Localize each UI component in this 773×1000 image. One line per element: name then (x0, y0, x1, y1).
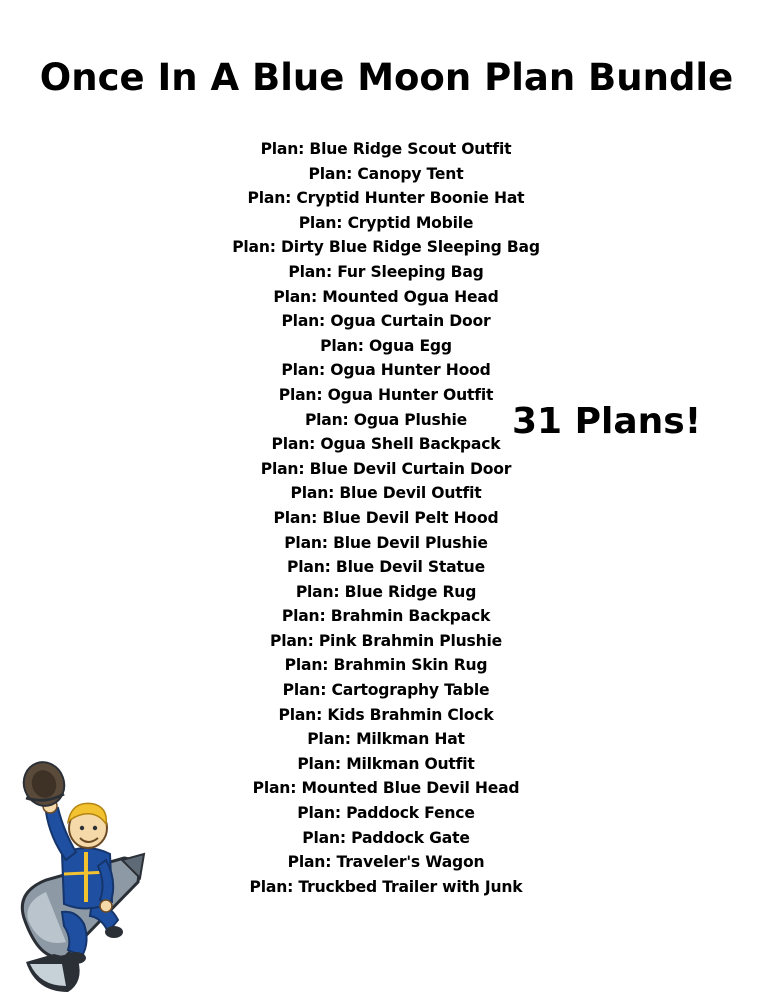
plan-list-item: Plan: Paddock Gate (302, 828, 470, 847)
plan-list-item: Plan: Brahmin Skin Rug (284, 656, 488, 675)
plan-list-item: Plan: Ogua Hunter Hood (281, 361, 491, 380)
plan-list-item: Plan: Paddock Fence (297, 804, 475, 823)
plan-list-item: Plan: Blue Devil Plushie (284, 533, 488, 552)
page-title: Once In A Blue Moon Plan Bundle (39, 56, 734, 99)
plan-list-item: Plan: Kids Brahmin Clock (278, 705, 494, 724)
head-shape (68, 803, 107, 848)
plan-list-item: Plan: Cryptid Hunter Boonie Hat (247, 189, 525, 208)
mascot-riding-bomb-illustration (6, 742, 152, 1000)
plan-list-item: Plan: Pink Brahmin Plushie (269, 631, 503, 650)
plan-list-item: Plan: Blue Devil Curtain Door (260, 459, 512, 478)
plan-list-item: Plan: Traveler's Wagon (287, 853, 485, 872)
plan-list-item: Plan: Blue Ridge Rug (295, 582, 477, 601)
plan-list-item: Plan: Cartography Table (282, 681, 490, 700)
plan-list-item: Plan: Dirty Blue Ridge Sleeping Bag (232, 238, 540, 257)
plan-list-item: Plan: Milkman Hat (307, 730, 465, 749)
plan-list-item: Plan: Fur Sleeping Bag (288, 262, 484, 281)
plan-list-item: Plan: Mounted Blue Devil Head (252, 779, 520, 798)
plan-list-item: Plan: Truckbed Trailer with Junk (249, 877, 523, 896)
plan-list-item: Plan: Cryptid Mobile (298, 213, 474, 232)
plan-list-item: Plan: Blue Devil Outfit (290, 484, 482, 503)
plan-list-item: Plan: Blue Devil Statue (287, 558, 485, 577)
plan-list-item: Plan: Ogua Plushie (304, 410, 468, 429)
plan-list-item: Plan: Mounted Ogua Head (273, 287, 499, 306)
plan-list-item: Plan: Ogua Curtain Door (281, 312, 491, 331)
plan-list-item: Plan: Blue Devil Pelt Hood (273, 508, 499, 527)
plan-list-item: Plan: Ogua Hunter Outfit (278, 385, 494, 404)
plan-list-item: Plan: Canopy Tent (308, 164, 464, 183)
plan-list-item: Plan: Ogua Shell Backpack (271, 435, 501, 454)
plan-list-item: Plan: Milkman Outfit (297, 754, 475, 773)
plan-count-callout: 31 Plans! (512, 401, 702, 442)
plan-list-item: Plan: Brahmin Backpack (281, 607, 491, 626)
plan-list-item: Plan: Blue Ridge Scout Outfit (260, 140, 512, 158)
plan-list (180, 137, 592, 899)
plan-list-item: Plan: Ogua Egg (320, 336, 452, 355)
